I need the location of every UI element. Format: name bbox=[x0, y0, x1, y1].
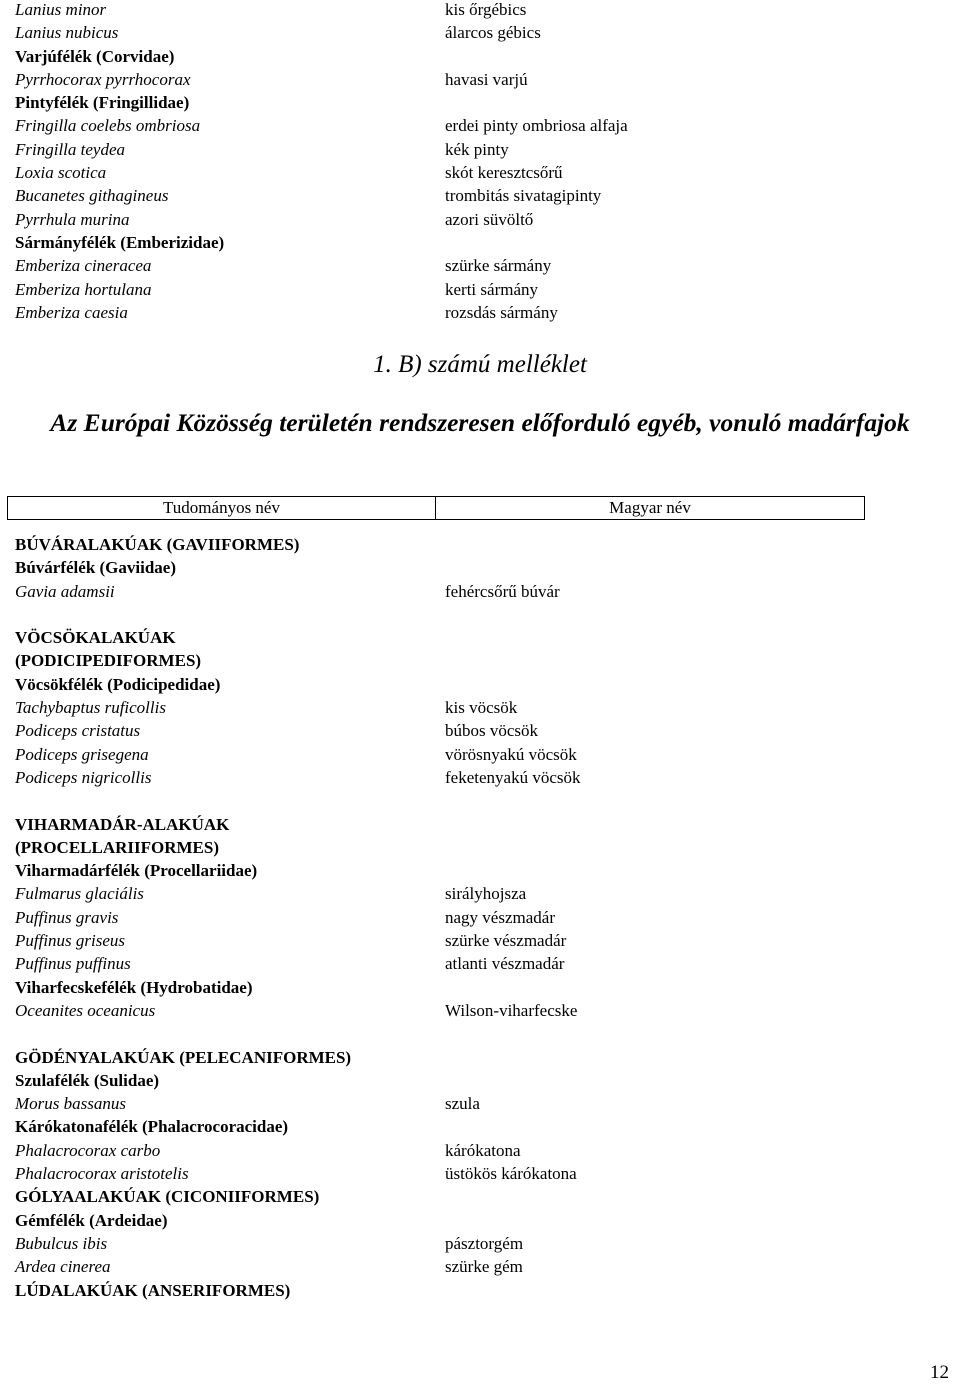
main-title: Az Európai Közösség területén rendszeresen előforduló egyéb, vonuló madárfajok bbox=[50, 408, 910, 437]
scientific-name: Fulmarus glaciális bbox=[15, 884, 144, 904]
blank-line bbox=[445, 859, 925, 882]
scientific-name: Phalacrocorax aristotelis bbox=[15, 1164, 189, 1184]
column-header-hungarian: Magyar név bbox=[435, 496, 865, 520]
hungarian-name: havasi varjú bbox=[445, 69, 528, 89]
hungarian-name: kárókatona bbox=[445, 1140, 521, 1160]
blank-line bbox=[445, 556, 925, 579]
hungarian-name: szürke sármány bbox=[445, 256, 552, 276]
blank-line bbox=[445, 836, 925, 859]
hungarian-name: búbos vöcsök bbox=[445, 721, 539, 741]
blank-line bbox=[445, 813, 925, 836]
annex-title: 1. B) számú melléklet bbox=[373, 351, 587, 378]
taxon-group-heading: Varjúfélék (Corvidae) bbox=[15, 46, 175, 66]
taxon-group-heading: Vöcsökfélék (Podicipedidae) bbox=[15, 674, 221, 694]
taxon-group-heading: Pintyfélék (Fringillidae) bbox=[15, 93, 190, 113]
hungarian-name: vörösnyakú vöcsök bbox=[445, 744, 577, 764]
blank-line bbox=[445, 45, 925, 68]
blank-line bbox=[445, 1279, 925, 1302]
taxon-group-heading: VIHARMADÁR-ALAKÚAK bbox=[15, 814, 230, 834]
hungarian-name: azori süvöltő bbox=[445, 209, 534, 229]
taxon-group-heading: Szulafélék (Sulidae) bbox=[15, 1070, 160, 1090]
hungarian-name: kék pinty bbox=[445, 139, 509, 159]
hungarian-name: pásztorgém bbox=[445, 1233, 524, 1253]
page-number: 12 bbox=[930, 1362, 949, 1383]
species-scientific-names bbox=[15, 533, 425, 1302]
scientific-name: Pyrrhula murina bbox=[15, 209, 130, 229]
hungarian-name: kis őrgébics bbox=[445, 0, 527, 19]
scientific-name: Bucanetes githagineus bbox=[15, 186, 169, 206]
hungarian-name: kis vöcsök bbox=[445, 698, 518, 718]
hungarian-name: üstökös kárókatona bbox=[445, 1164, 577, 1184]
blank-line bbox=[445, 231, 925, 254]
taxon-group-heading: Sármányfélék (Emberizidae) bbox=[15, 232, 225, 252]
hungarian-name: rozsdás sármány bbox=[445, 302, 558, 322]
hungarian-name: álarcos gébics bbox=[445, 23, 541, 43]
species-hungarian-names bbox=[445, 533, 925, 1302]
scientific-name: Puffinus gravis bbox=[15, 907, 119, 927]
scientific-name: Fringilla teydea bbox=[15, 139, 126, 159]
hungarian-name: fehércsőrű búvár bbox=[445, 581, 560, 601]
top-hungarian-names bbox=[445, 0, 925, 324]
taxon-group-heading: BÚVÁRALAKÚAK (GAVIIFORMES) bbox=[15, 535, 300, 554]
scientific-name: Phalacrocorax carbo bbox=[15, 1140, 161, 1160]
blank-line bbox=[15, 789, 425, 812]
scientific-name: Pyrrhocorax pyrrhocorax bbox=[15, 69, 191, 89]
hungarian-name: kerti sármány bbox=[445, 279, 538, 299]
scientific-name: Puffinus puffinus bbox=[15, 954, 131, 974]
blank-line bbox=[445, 91, 925, 114]
scientific-name: Oceanites oceanicus bbox=[15, 1000, 156, 1020]
blank-line bbox=[445, 626, 925, 649]
blank-line bbox=[445, 976, 925, 999]
hungarian-name: szürke vészmadár bbox=[445, 931, 567, 951]
hungarian-name: erdei pinty ombriosa alfaja bbox=[445, 116, 628, 136]
scientific-name: Fringilla coelebs ombriosa bbox=[15, 116, 201, 136]
scientific-name: Lanius nubicus bbox=[15, 23, 119, 43]
scientific-name: Loxia scotica bbox=[15, 163, 107, 183]
taxon-group-heading: Viharfecskefélék (Hydrobatidae) bbox=[15, 977, 253, 997]
taxon-group-heading: (PODICIPEDIFORMES) bbox=[15, 651, 202, 671]
blank-line bbox=[445, 1046, 925, 1069]
taxon-group-heading: Búvárfélék (Gaviidae) bbox=[15, 558, 177, 578]
blank-line bbox=[445, 673, 925, 696]
column-header-scientific: Tudományos név bbox=[7, 496, 435, 520]
taxon-group-heading: Viharmadárfélék (Procellariidae) bbox=[15, 861, 258, 881]
taxon-group-heading: GÓLYAALAKÚAK (CICONIIFORMES) bbox=[15, 1187, 320, 1207]
scientific-name: Emberiza hortulana bbox=[15, 279, 152, 299]
scientific-name: Podiceps cristatus bbox=[15, 721, 141, 741]
scientific-name: Tachybaptus ruficollis bbox=[15, 698, 166, 718]
blank-line bbox=[15, 1022, 425, 1045]
blank-line bbox=[445, 649, 925, 672]
hungarian-name: szula bbox=[445, 1094, 480, 1114]
taxon-group-heading: Gémfélék (Ardeidae) bbox=[15, 1210, 168, 1230]
blank-line bbox=[445, 1209, 925, 1232]
hungarian-name: sirályhojsza bbox=[445, 884, 527, 904]
scientific-name: Bubulcus ibis bbox=[15, 1233, 108, 1253]
blank-line bbox=[445, 1115, 925, 1138]
scientific-name: Puffinus griseus bbox=[15, 931, 126, 951]
scientific-name: Podiceps nigricollis bbox=[15, 767, 152, 787]
taxon-group-heading: (PROCELLARIIFORMES) bbox=[15, 837, 220, 857]
hungarian-name: Wilson-viharfecske bbox=[445, 1000, 578, 1020]
blank-line bbox=[445, 1022, 925, 1045]
scientific-name: Morus bassanus bbox=[15, 1094, 126, 1114]
blank-line bbox=[445, 1185, 925, 1208]
taxon-group-heading: LÚDALAKÚAK (ANSERIFORMES) bbox=[15, 1280, 291, 1300]
blank-line bbox=[445, 1069, 925, 1092]
scientific-name: Ardea cinerea bbox=[15, 1257, 111, 1277]
hungarian-name: szürke gém bbox=[445, 1257, 523, 1277]
scientific-name: Lanius minor bbox=[15, 0, 107, 19]
scientific-name: Emberiza cineracea bbox=[15, 256, 152, 276]
top-scientific-names bbox=[15, 0, 425, 324]
scientific-name: Gavia adamsii bbox=[15, 581, 115, 601]
hungarian-name: feketenyakú vöcsök bbox=[445, 767, 581, 787]
taxon-group-heading: VÖCSÖKALAKÚAK bbox=[15, 628, 176, 648]
blank-line bbox=[445, 603, 925, 626]
taxon-group-heading: GÖDÉNYALAKÚAK (PELECANIFORMES) bbox=[15, 1047, 352, 1067]
hungarian-name: atlanti vészmadár bbox=[445, 954, 565, 974]
hungarian-name: nagy vészmadár bbox=[445, 907, 555, 927]
scientific-name: Podiceps grisegena bbox=[15, 744, 149, 764]
hungarian-name: skót keresztcsőrű bbox=[445, 163, 563, 183]
scientific-name: Emberiza caesia bbox=[15, 302, 128, 322]
blank-line bbox=[15, 603, 425, 626]
blank-line bbox=[445, 789, 925, 812]
taxon-group-heading: Kárókatonafélék (Phalacrocoracidae) bbox=[15, 1117, 289, 1137]
blank-line bbox=[445, 533, 925, 556]
hungarian-name: trombitás sivatagipinty bbox=[445, 186, 602, 206]
